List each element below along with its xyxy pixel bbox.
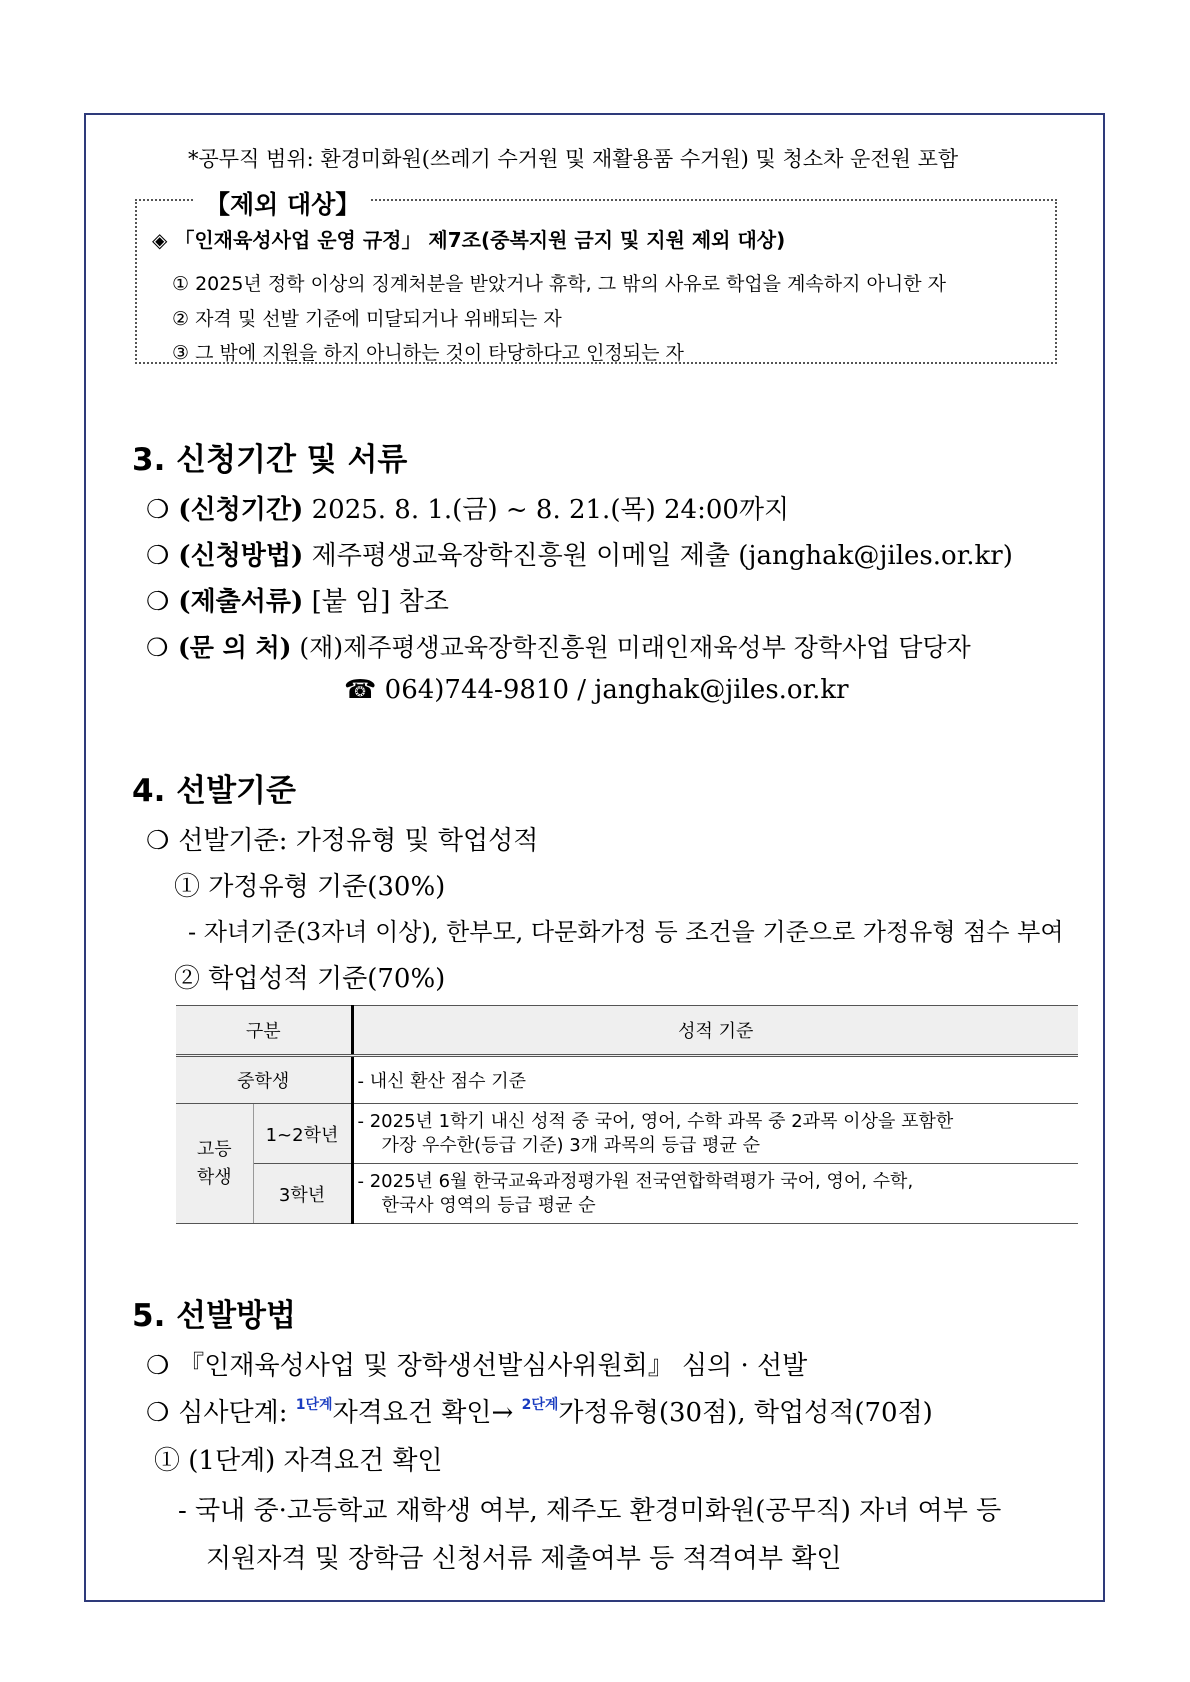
sec4-sub1-detail: - 자녀기준(3자녀 이상), 한부모, 다문화가정 등 조건을 기준으로 가정유형 점수 부여 (188, 918, 1064, 946)
table-row (352, 1164, 1078, 1224)
sec5-sub1: ① (1단계) 자격요건 확인 (154, 1446, 443, 1476)
item-label: (제출서류) (178, 587, 304, 617)
bullet-icon: ❍ (146, 1398, 170, 1428)
sec5-detail2: 지원자격 및 장학금 신청서류 제출여부 등 적격여부 확인 (206, 1544, 842, 1574)
sec3-item-docs (146, 581, 449, 618)
middle-label: 중학생 (176, 1056, 352, 1104)
contact-line: ☎ 064)744-9810 / janghak@jiles.or.kr (344, 675, 849, 705)
table-header: 성적 기준 (352, 1006, 1078, 1056)
sec3-item-contact (146, 628, 971, 664)
high-label: 고등 학생 (176, 1104, 253, 1224)
note-text: *공무직 범위: 환경미화원(쓰레기 수거원 및 재활용품 수거원) 및 청소차 운전원 포함 (188, 147, 959, 171)
item-text: (재)제주평생교육장학진흥원 미래인재육성부 장학사업 담당자 (299, 633, 971, 662)
exclusion-item: ② 자격 및 선발 기준에 미달되거나 위배되는 자 (172, 308, 562, 330)
step-badge: 2단계 (521, 1397, 559, 1413)
section-5-title: 5. 선발방법 (132, 1298, 296, 1334)
sec5-line1 (146, 1345, 807, 1382)
step-badge: 1단계 (295, 1397, 333, 1413)
exclusion-item: ③ 그 밖에 지원을 하지 아니하는 것이 타당하다고 인정되는 자 (172, 342, 684, 364)
sec5-detail1: - 국내 중·고등학교 재학생 여부, 제주도 환경미화원(공무직) 자녀 여부 등 (178, 1496, 1002, 1526)
sec4-sub2: ② 학업성적 기준(70%) (174, 964, 446, 994)
exclusion-title: 【제외 대상】 (195, 185, 370, 221)
row-text: 가장 우수한(등급 기준) 3개 과목의 등급 평균 순 (381, 1134, 761, 1156)
item-label: (신청방법) (178, 541, 304, 571)
grade-label: 1~2학년 (253, 1104, 352, 1164)
item-text: 선발기준: 가정유형 및 학업성적 (178, 826, 539, 856)
item-text: 가정유형(30점), 학업성적(70점) (558, 1398, 933, 1428)
row-text: 한국사 영역의 등급 평균 순 (381, 1194, 596, 1216)
bullet-icon: ❍ (146, 633, 169, 662)
sec4-sub1: ① 가정유형 기준(30%) (174, 872, 446, 902)
item-text: [붙 임] 참조 (311, 587, 449, 617)
item-text: 심사단계: (178, 1398, 288, 1428)
sec3-item-method (146, 535, 1013, 572)
sec4-main (146, 820, 538, 857)
section-4-title: 4. 선발기준 (132, 773, 296, 809)
item-label: (문 의 처) (177, 633, 292, 662)
sec3-item-period (146, 489, 789, 526)
bullet-icon: ❍ (146, 826, 170, 856)
row-text: - 2025년 1학기 내신 성적 중 국어, 영어, 수학 과목 중 2과목 이상을 포함한 (357, 1110, 954, 1132)
item-text: 2025. 8. 1.(금) ~ 8. 21.(목) 24:00까지 (311, 495, 790, 525)
bullet-icon: ❍ (146, 587, 170, 617)
item-text: 제주평생교육장학진흥원 이메일 제출 (janghak@jiles.or.kr) (311, 541, 1013, 571)
section-3-title: 3. 신청기간 및 서류 (132, 442, 408, 478)
exclusion-item: ① 2025년 정학 이상의 징계처분을 받았거나 휴학, 그 밖의 사유로 학업을 계속하지 아니한 자 (172, 273, 946, 295)
item-label: (신청기간) (178, 495, 304, 525)
exclusion-heading: ◈ 「인재육성사업 운영 규정」 제7조(중복지원 금지 및 지원 제외 대상) (152, 228, 786, 252)
criteria-table (176, 1005, 1078, 1224)
bullet-icon: ❍ (146, 495, 170, 525)
grade-label: 3학년 (253, 1164, 352, 1224)
item-text: 자격요건 확인→ (332, 1398, 514, 1428)
bullet-icon: ❍ (146, 1351, 170, 1381)
table-row (352, 1104, 1078, 1164)
item-text: 『인재육성사업 및 장학생선발심사위원회』 심의 · 선발 (178, 1351, 808, 1381)
bullet-icon: ❍ (146, 541, 170, 571)
row-text: - 2025년 6월 한국교육과정평가원 전국연합학력평가 국어, 영어, 수학, (357, 1170, 914, 1192)
table-header: 구분 (176, 1006, 352, 1056)
sec5-line2 (146, 1392, 933, 1429)
middle-text: - 내신 환산 점수 기준 (352, 1056, 1078, 1104)
